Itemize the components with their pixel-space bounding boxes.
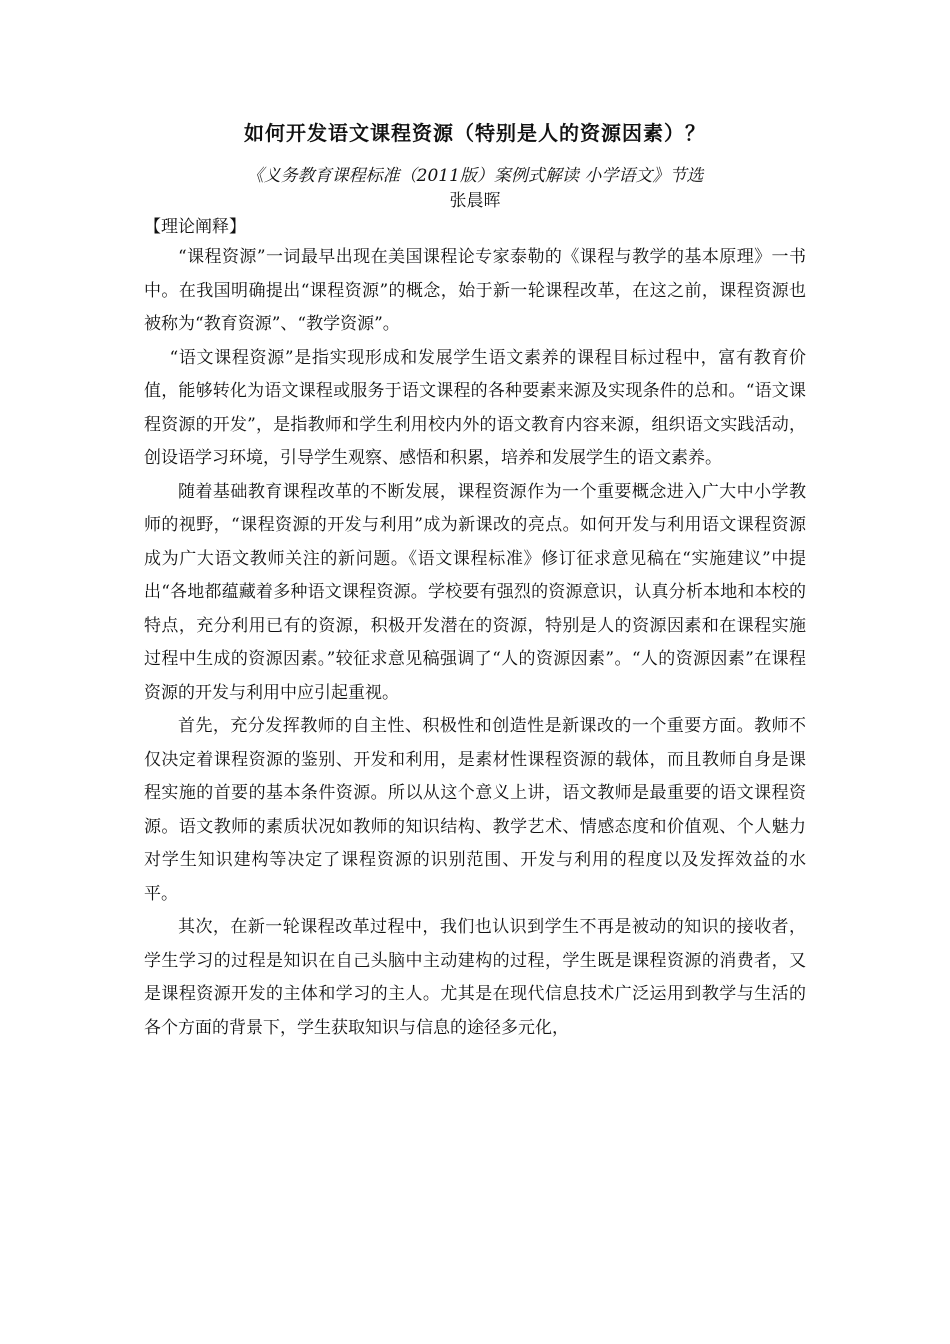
document-body [144, 241, 806, 1045]
document-title: 如何开发语文课程资源（特别是人的资源因素）？ [244, 121, 706, 145]
paragraph: 随着基础教育课程改革的不断发展，课程资源作为一个重要概念进入广大中小学教师的视野，“课程资源的开发与利用”成为新课改的亮点。如何开发与利用语文课程资源成为广大语文教师关注的新问题。《语文课程标准》修订征求意见稿在“实施建议”中提出“各地都蕴藏着多种语文课程资源。学校要有强烈的资源意识，认真分析本地和本校的特点，充分利用已有的资源，积极开发潜在的资源，特别是人的资源因素和在课程实施过程中生成的资源因素。”较征求意见稿强调了“人的资源因素”。“人的资源因素”在课程资源的开发与利用中应引起重视。 [144, 481, 806, 703]
document-subtitle: 《义务教育课程标准（2011版）案例式解读 小学语文》节选 [246, 166, 704, 186]
paragraph: “课程资源”一词最早出现在美国课程论专家泰勒的《课程与教学的基本原理》一书中。在我国明确提出“课程资源”的概念，始于新一轮课程改革，在这之前，课程资源也被称为“教育资源”、“教学资源”。 [144, 247, 806, 334]
paragraph: 首先，充分发挥教师的自主性、积极性和创造性是新课改的一个重要方面。教师不仅决定着课程资源的鉴别、开发和利用，是素材性课程资源的载体，而且教师自身是课程实施的首要的基本条件资源。所以从这个意义上讲，语文教师是最重要的语文课程资源。语文教师的素质状况如教师的知识结构、教学艺术、情感态度和价值观、个人魅力对学生知识建构等决定了课程资源的识别范围、开发与利用的程度以及发挥效益的水平。 [144, 716, 806, 904]
paragraph: 其次，在新一轮课程改革过程中，我们也认识到学生不再是被动的知识的接收者，学生学习的过程是知识在自己头脑中主动建构的过程，学生既是课程资源的消费者，又是课程资源开发的主体和学习的主人。尤其是在现代信息技术广泛运用到教学与生活的各个方面的背景下，学生获取知识与信息的途径多元化， [144, 917, 806, 1038]
section-heading: 【理论阐释】 [144, 217, 246, 237]
document-author: 张晨晖 [449, 191, 501, 211]
paragraph: “语文课程资源”是指实现形成和发展学生语文素养的课程目标过程中，富有教育价值，能够转化为语文课程或服务于语文课程的各种要素来源及实现条件的总和。“语文课程资源的开发”，是指教师和学生利用校内外的语文教育内容来源，组织语文实践活动，创设语学习环境，引导学生观察、感悟和积累，培养和发展学生的语文素养。 [144, 347, 806, 468]
